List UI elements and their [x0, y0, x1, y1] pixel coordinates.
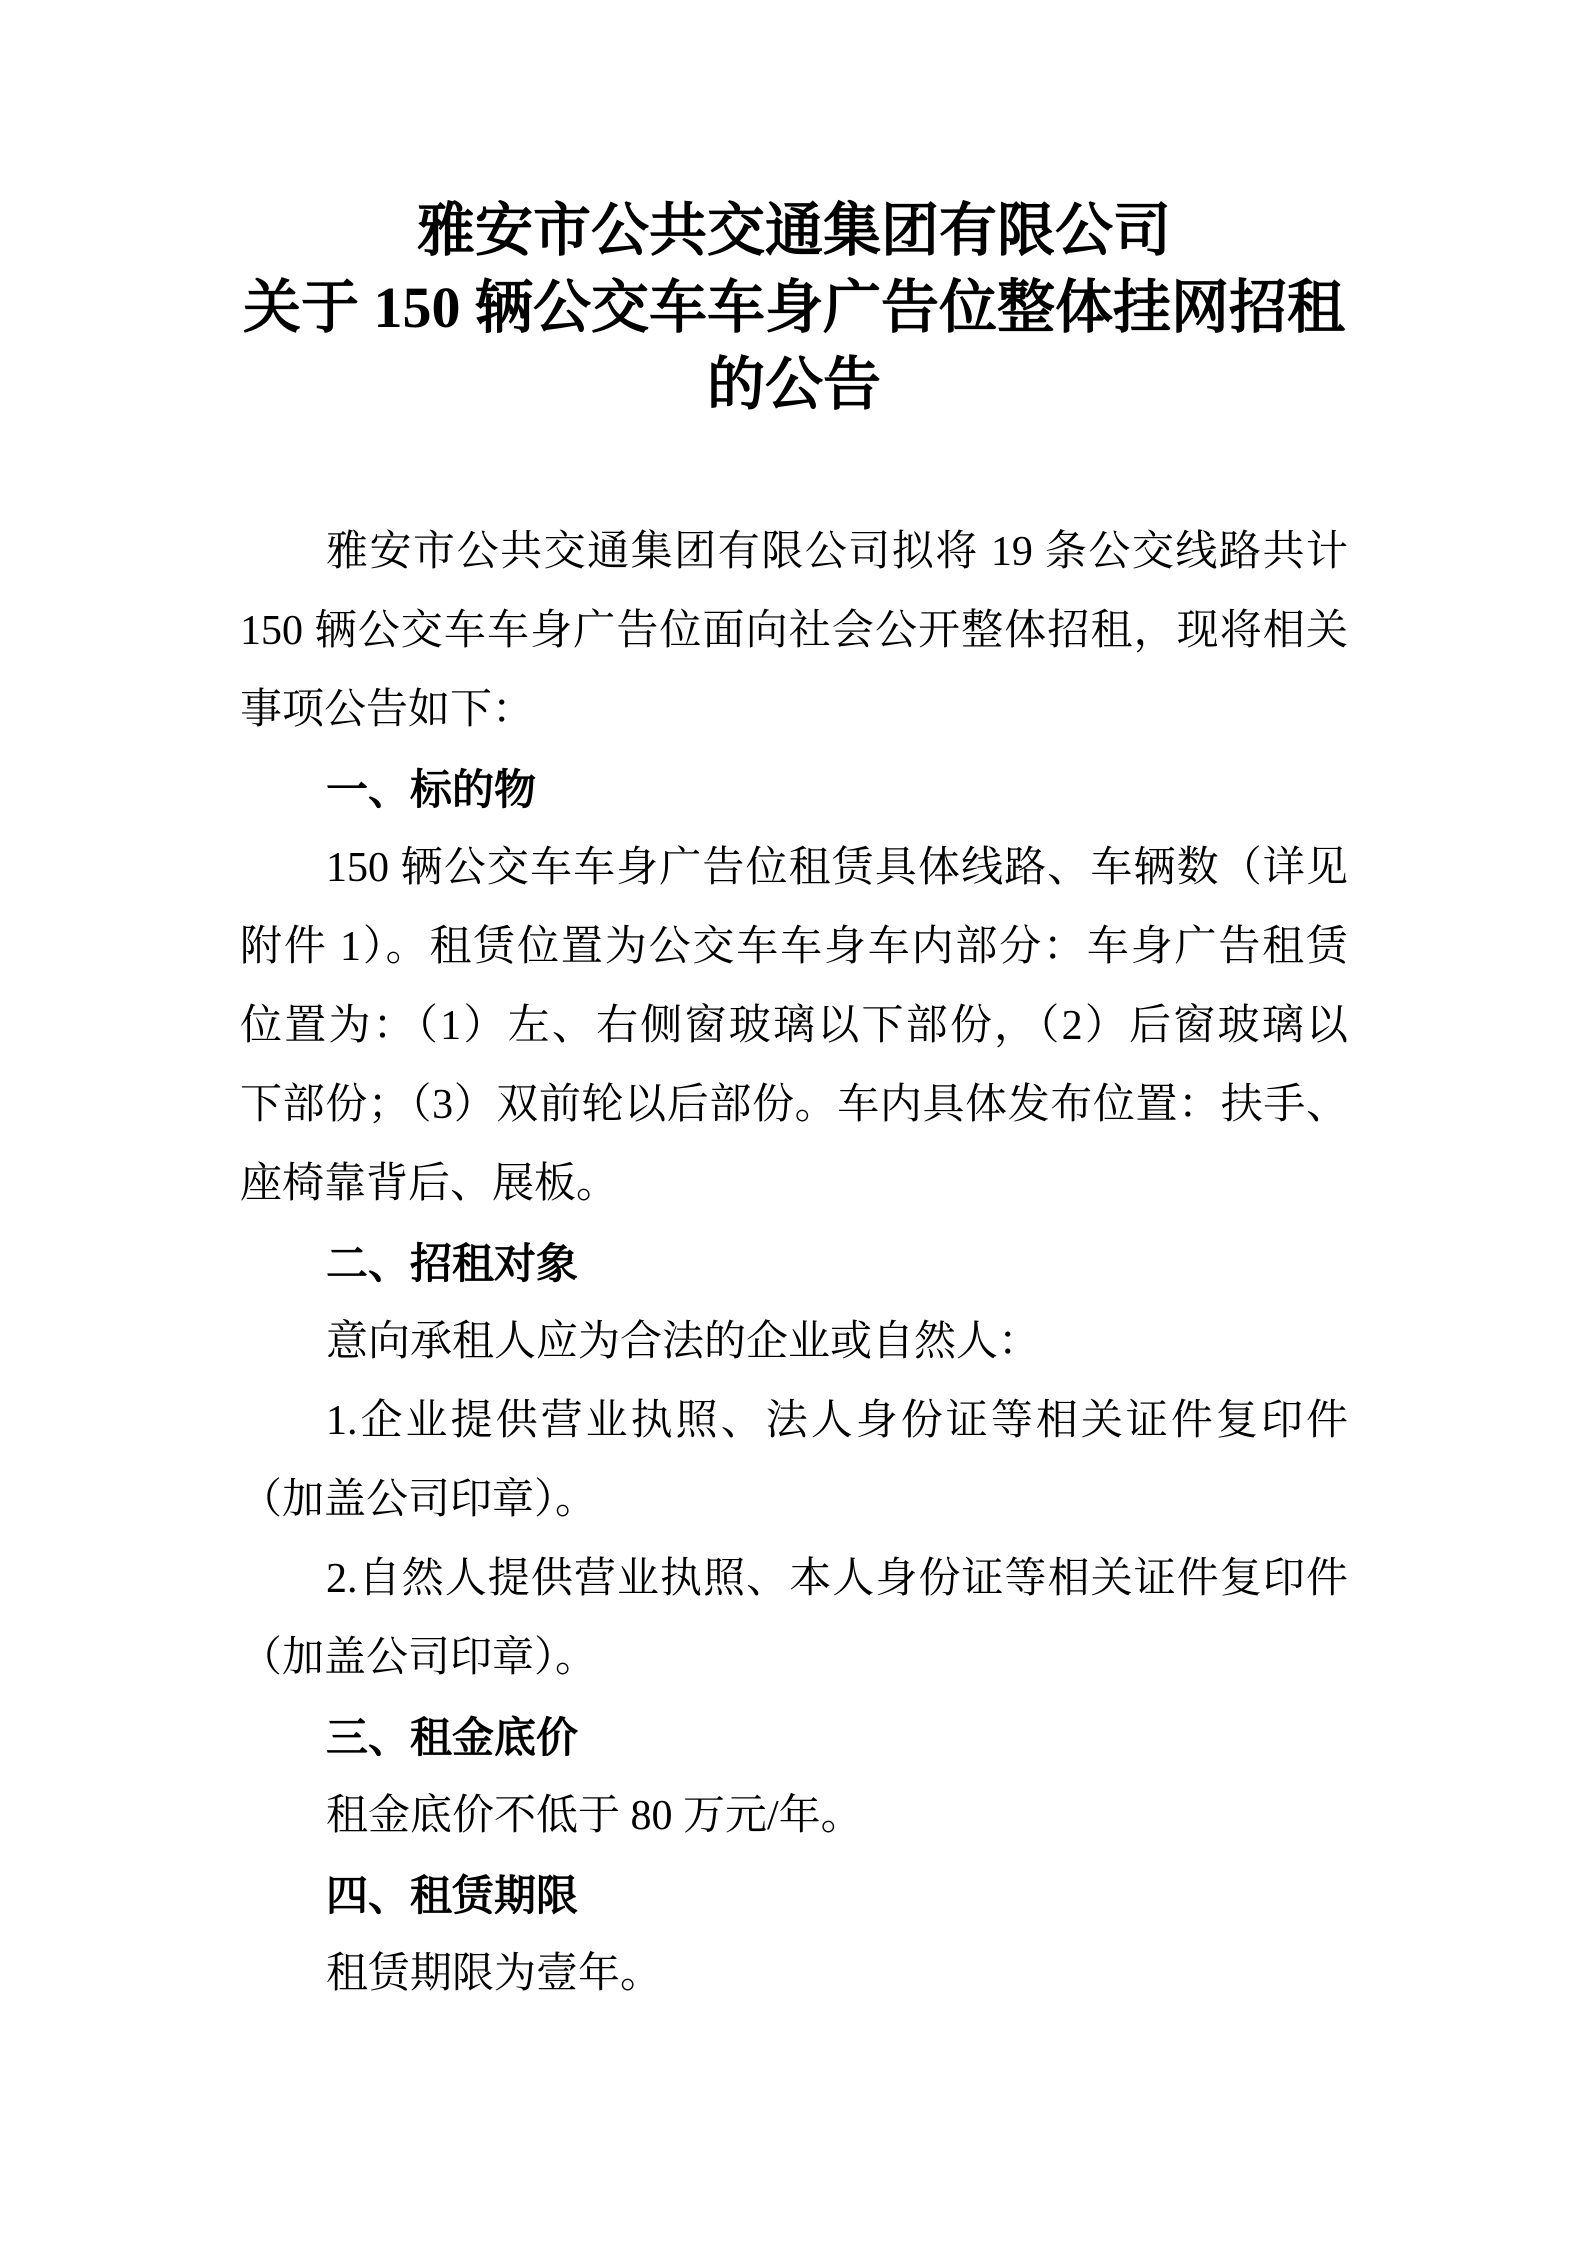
section-1-line-1: 150 辆公交车车身广告位租赁具体线路、车辆数（详见 [326, 845, 1348, 891]
title-line-1: 雅安市公共交通集团有限公司 [416, 198, 1171, 263]
section-1-line-3: 位置为：（1）左、右侧窗玻璃以下部份，（2）后窗玻璃以 [240, 1003, 1348, 1049]
title-line-2: 关于 150 辆公交车车身广告位整体挂网招租 [242, 275, 1345, 340]
section-heading-4: 四、租赁期限 [326, 1872, 579, 1919]
section-1-line-5: 座椅靠背后、展板。 [240, 1161, 619, 1207]
paragraph-intro-line-1: 雅安市公共交通集团有限公司拟将 19 条公交线路共计 [326, 529, 1348, 575]
paragraph-intro-line-2: 150 辆公交车车身广告位面向社会公开整体招租，现将相关 [240, 608, 1348, 654]
document-title [240, 192, 1348, 423]
section-4-line-1: 租赁期限为壹年。 [326, 1951, 663, 1997]
section-1-line-4: 下部份；（3）双前轮以后部份。车内具体发布位置：扶手、 [240, 1082, 1348, 1128]
section-3-line-1: 租金底价不低于 80 万元/年。 [326, 1793, 863, 1839]
paragraph-intro-line-3: 事项公告如下： [240, 687, 535, 733]
section-heading-2: 二、招租对象 [326, 1240, 579, 1287]
section-heading-3: 三、租金底价 [326, 1714, 579, 1761]
section-heading-1: 一、标的物 [326, 766, 537, 813]
document-body [240, 513, 1348, 2014]
section-2-line-3: （加盖公司印章）。 [240, 1477, 598, 1523]
section-2-line-1: 意向承租人应为合法的企业或自然人： [326, 1319, 1041, 1365]
section-2-line-2: 1.企业提供营业执照、法人身份证等相关证件复印件 [326, 1398, 1348, 1444]
title-line-3: 的公告 [706, 352, 881, 417]
section-2-line-5: （加盖公司印章）。 [240, 1635, 598, 1681]
section-2-line-4: 2.自然人提供营业执照、本人身份证等相关证件复印件 [326, 1556, 1348, 1602]
section-1-line-2: 附件 1）。租赁位置为公交车车身车内部分：车身广告租赁 [240, 924, 1348, 970]
